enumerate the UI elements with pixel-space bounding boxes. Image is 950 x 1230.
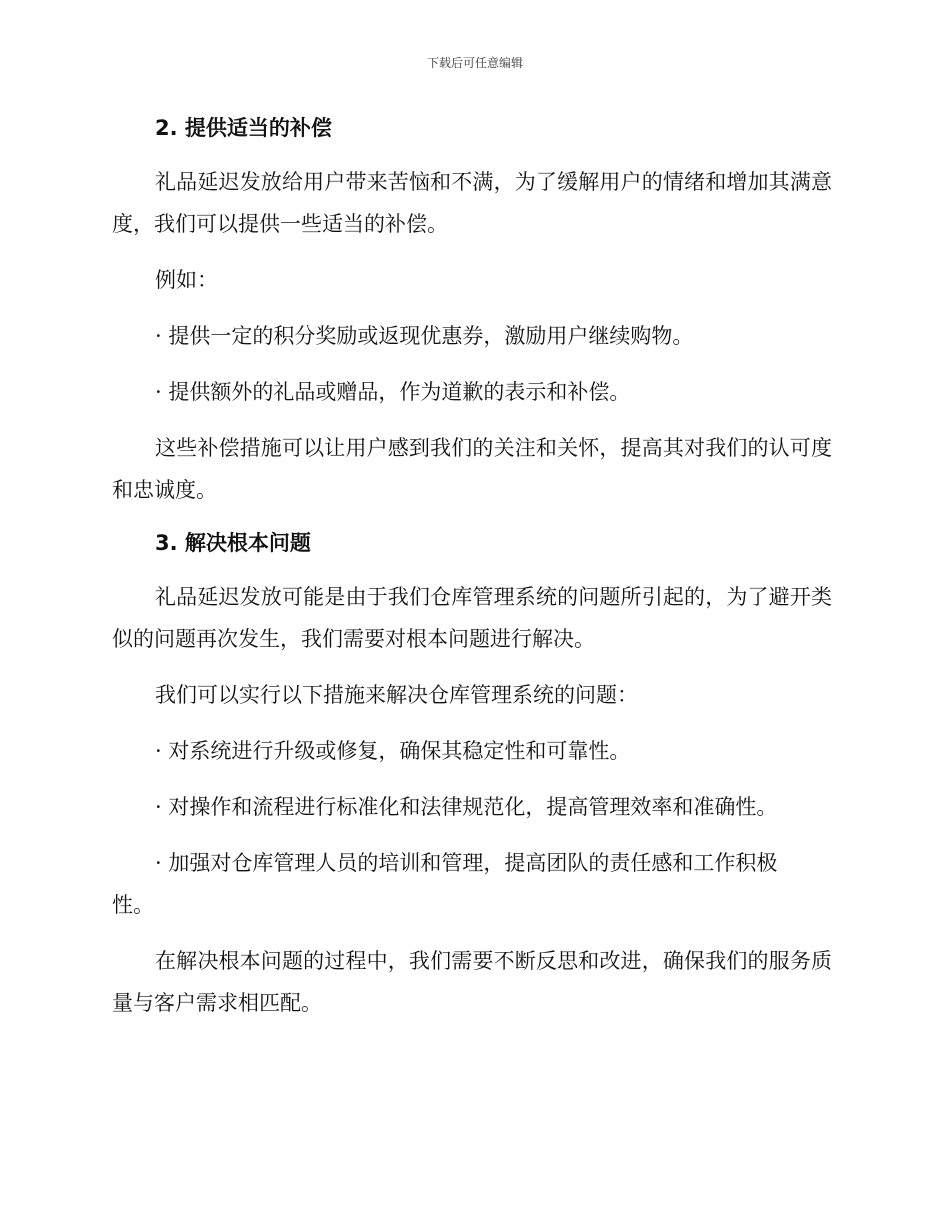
- section-2-bullet-1: · 提供一定的积分奖励或返现优惠券，激励用户继续购物。: [155, 324, 694, 348]
- section-3-paragraph-2: 在解决根本问题的过程中，我们需要不断反思和改进，确保我们的服务质量与客户需求相匹配。: [112, 949, 832, 1015]
- section-3-bullet-1: · 对系统进行升级或修复，确保其稳定性和可靠性。: [155, 739, 631, 763]
- section-2-paragraph-1: 礼品延迟发放给用户带来苦恼和不满，为了缓解用户的情绪和增加其满意度，我们可以提供一些适当的补偿。: [112, 170, 832, 236]
- section-2-bullet-2: · 提供额外的礼品或赠品，作为道歉的表示和补偿。: [155, 380, 631, 404]
- section-2-example-label: 例如：: [155, 268, 218, 292]
- document-body: [112, 110, 832, 1038]
- section-3-bullet-2: · 对操作和流程进行标准化和法律规范化，提高管理效率和准确性。: [155, 795, 778, 819]
- section-3-paragraph-1: 礼品延迟发放可能是由于我们仓库管理系统的问题所引起的，为了避开类似的问题再次发生，我们需要对根本问题进行解决。: [112, 585, 832, 651]
- section-2-heading: 2. 提供适当的补偿: [155, 116, 332, 140]
- page-header: 下载后可任意编辑: [426, 56, 523, 70]
- section-2-paragraph-2: 这些补偿措施可以让用户感到我们的关注和关怀，提高其对我们的认可度和忠诚度。: [112, 436, 832, 502]
- section-3-heading: 3. 解决根本问题: [155, 531, 311, 555]
- section-3-intro: 我们可以实行以下措施来解决仓库管理系统的问题：: [155, 683, 638, 707]
- section-3-bullet-3: · 加强对仓库管理人员的培训和管理，提高团队的责任感和工作积极性。: [112, 851, 778, 917]
